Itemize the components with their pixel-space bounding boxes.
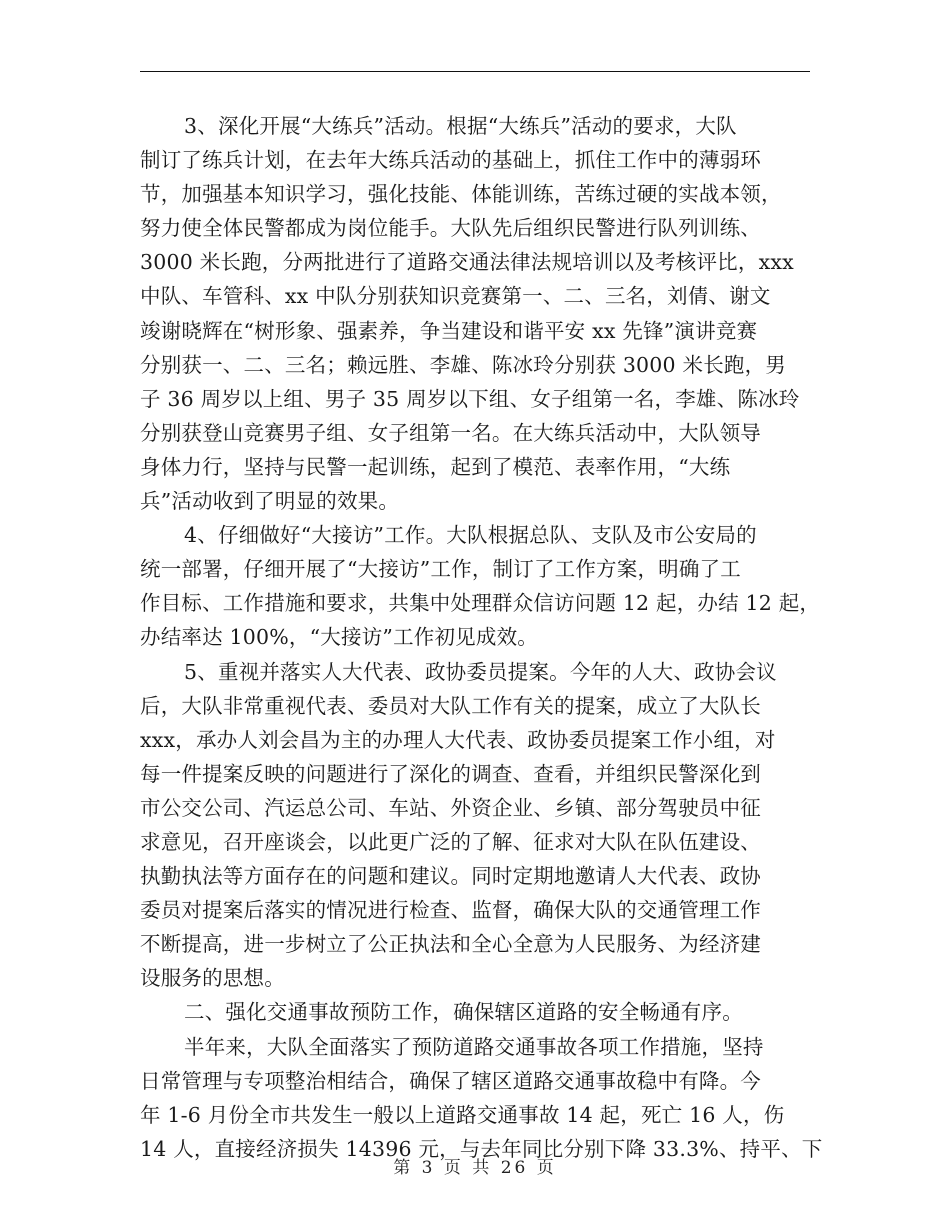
text-line: 节，加强基本知识学习，强化技能、体能训练，苦练过硬的实战本领，: [140, 182, 782, 207]
text-line: 3、深化开展“大练兵”活动。根据“大练兵”活动的要求，大队: [184, 114, 737, 138]
text-line: 委员对提案后落实的情况进行检查、监督，确保大队的交通管理工作: [140, 898, 761, 923]
text-line: 14 人，直接经济损失 14396 元，与去年同比分别下降 33.3%、持平、下: [140, 1136, 823, 1161]
text-line: 设服务的思想。: [140, 966, 285, 991]
text-line: 求意见，召开座谈会，以此更广泛的了解、征求对大队在队伍建设、: [140, 829, 761, 854]
text-line: 中队、车管科、xx 中队分别获知识竞赛第一、二、三名，刘倩、谢文: [140, 284, 771, 309]
text-line: 统一部署，仔细开展了“大接访”工作，制订了工作方案，明确了工: [140, 557, 741, 582]
text-line: 半年来，大队全面落实了预防道路交通事故各项工作措施，坚持: [184, 1034, 764, 1059]
text-line: 不断提高，进一步树立了公正执法和全心全意为人民服务、为经济建: [140, 932, 761, 957]
text-line: 子 36 周岁以上组、男子 35 周岁以下组、女子组第一名，李雄、陈冰玲: [140, 386, 800, 411]
text-line: 日常管理与专项整治相结合，确保了辖区道路交通事故稳中有降。今: [140, 1068, 761, 1093]
text-line: 作目标、工作措施和要求，共集中处理群众信访问题 12 起，办结 12 起，: [140, 591, 821, 616]
text-line: 身体力行，坚持与民警一起训练，起到了模范、表率作用，“大练: [140, 454, 731, 479]
text-line: 兵”活动收到了明显的效果。: [140, 489, 400, 514]
text-line: 执勤执法等方面存在的问题和建议。同时定期地邀请人大代表、政协: [140, 864, 761, 889]
text-line: 分别获一、二、三名；赖远胜、李雄、陈冰玲分别获 3000 米长跑，男: [140, 352, 787, 377]
text-line: 4、仔细做好“大接访”工作。大队根据总队、支队及市公安局的: [184, 523, 757, 548]
text-line: 后，大队非常重视代表、委员对大队工作有关的提案，成立了大队长: [140, 693, 761, 718]
text-line: 努力使全体民警都成为岗位能手。大队先后组织民警进行队列训练、: [140, 216, 761, 241]
text-line: xxx，承办人刘会昌为主的办理人大代表、政协委员提案工作小组，对: [140, 727, 776, 752]
text-line: 市公交公司、汽运总公司、车站、外资企业、乡镇、部分驾驶员中征: [140, 795, 761, 820]
text-line: 每一件提案反映的问题进行了深化的调查、查看，并组织民警深化到: [140, 761, 761, 786]
text-line: 制订了练兵计划，在去年大练兵活动的基础上，抓住工作中的薄弱环: [140, 148, 761, 173]
text-line: 办结率达 100%，“大接访”工作初见成效。: [140, 625, 538, 650]
text-line: 3000 米长跑，分两批进行了道路交通法律法规培训以及考核评比，xxx: [140, 250, 794, 275]
body-text: [140, 109, 823, 1166]
text-line: 二、强化交通事故预防工作，确保辖区道路的安全畅通有序。: [184, 1000, 743, 1025]
page-footer: 第 3 页 共 26 页: [393, 1158, 557, 1178]
text-line: 分别获登山竞赛男子组、女子组第一名。在大练兵活动中，大队领导: [140, 420, 761, 445]
text-line: 年 1-6 月份全市共发生一般以上道路交通事故 14 起，死亡 16 人，伤: [140, 1102, 785, 1127]
text-line: 竣谢晓辉在“树形象、强素养，争当建设和谐平安 xx 先锋”演讲竞赛: [140, 318, 758, 343]
text-line: 5、重视并落实人大代表、政协委员提案。今年的人大、政协会议: [184, 659, 777, 684]
header-rule: [140, 71, 810, 72]
